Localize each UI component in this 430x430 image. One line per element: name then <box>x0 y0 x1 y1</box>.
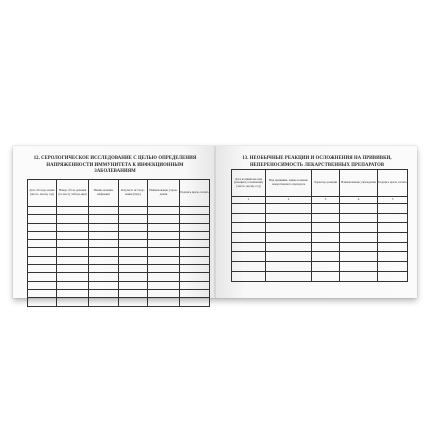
right-heading-line-1: 13. НЕОБЫЧНЫЕ РЕАКЦИИ И ОСЛОЖНЕНИЯ НА ПРИВИВКИ, <box>242 156 392 161</box>
table-row <box>232 204 408 214</box>
table-row <box>28 265 210 273</box>
left-page <box>13 146 215 298</box>
column-header: Наиме-нование инфекции <box>89 180 119 207</box>
table-row <box>232 223 408 233</box>
table-row <box>28 289 210 297</box>
column-header: Подпись врача, печать <box>378 170 408 197</box>
column-number: 4 <box>340 197 378 204</box>
column-header: Характер реакции <box>312 170 340 197</box>
table-row <box>232 271 408 281</box>
column-header: Номер обсле-дования (по месту лабора-ции) <box>57 180 89 207</box>
column-number-row <box>232 197 408 204</box>
table-row <box>28 248 210 256</box>
table-row <box>28 281 210 289</box>
column-header: Подпись врача, печать <box>180 180 210 207</box>
table-row <box>232 252 408 262</box>
table-header-row <box>28 180 210 207</box>
booklet-spine <box>214 146 216 298</box>
right-page-heading <box>227 156 407 169</box>
table-row <box>232 262 408 272</box>
column-number: 2 <box>266 197 312 204</box>
table-header-row <box>232 170 408 197</box>
column-header: Дата обследо-вания (число, месяц, год) <box>28 180 57 207</box>
column-header: Результат исследо-вания (титр) <box>119 180 148 207</box>
column-header: Наименование учреждения <box>340 170 378 197</box>
column-header: Дата возникнове-ния реакции (осложнения) (число, месяц, год) <box>232 170 266 197</box>
table-row <box>28 207 210 215</box>
serology-table <box>27 179 210 307</box>
table-row <box>28 215 210 223</box>
reactions-table <box>231 169 408 282</box>
left-heading-line-2: НАПРЯЖЕННОСТИ ИММУНИТЕТА К ИНФЕКЦИОННЫМ <box>46 162 184 168</box>
table-row <box>28 273 210 281</box>
left-heading-line-1: 12. СЕРОЛОГИЧЕСКОЕ ИССЛЕДОВАНИЕ С ЦЕЛЬЮ ОПРЕДЕЛЕНИЯ <box>33 156 197 161</box>
right-page <box>215 146 417 298</box>
table-row <box>28 298 210 306</box>
table-row <box>232 233 408 243</box>
column-number: 3 <box>312 197 340 204</box>
column-number: 5 <box>378 197 408 204</box>
table-row <box>232 242 408 252</box>
column-number: 1 <box>232 197 266 204</box>
table-row <box>232 213 408 223</box>
right-heading-line-2: НЕПЕРЕНОСИМОСТЬ ЛЕКАРСТВЕННЫХ ПРЕПАРАТОВ <box>249 162 385 168</box>
table-row <box>28 231 210 239</box>
column-header: Вид прививки, наиме-нование лекарственного препарата <box>266 170 312 197</box>
table-row <box>28 223 210 231</box>
table-row <box>28 240 210 248</box>
column-header: Наименование учреж-дения <box>148 180 180 207</box>
left-heading-line-3: ЗАБОЛЕВАНИЯМ <box>94 169 136 175</box>
table-row <box>28 256 210 264</box>
open-booklet <box>13 146 417 298</box>
left-page-heading <box>27 156 203 176</box>
